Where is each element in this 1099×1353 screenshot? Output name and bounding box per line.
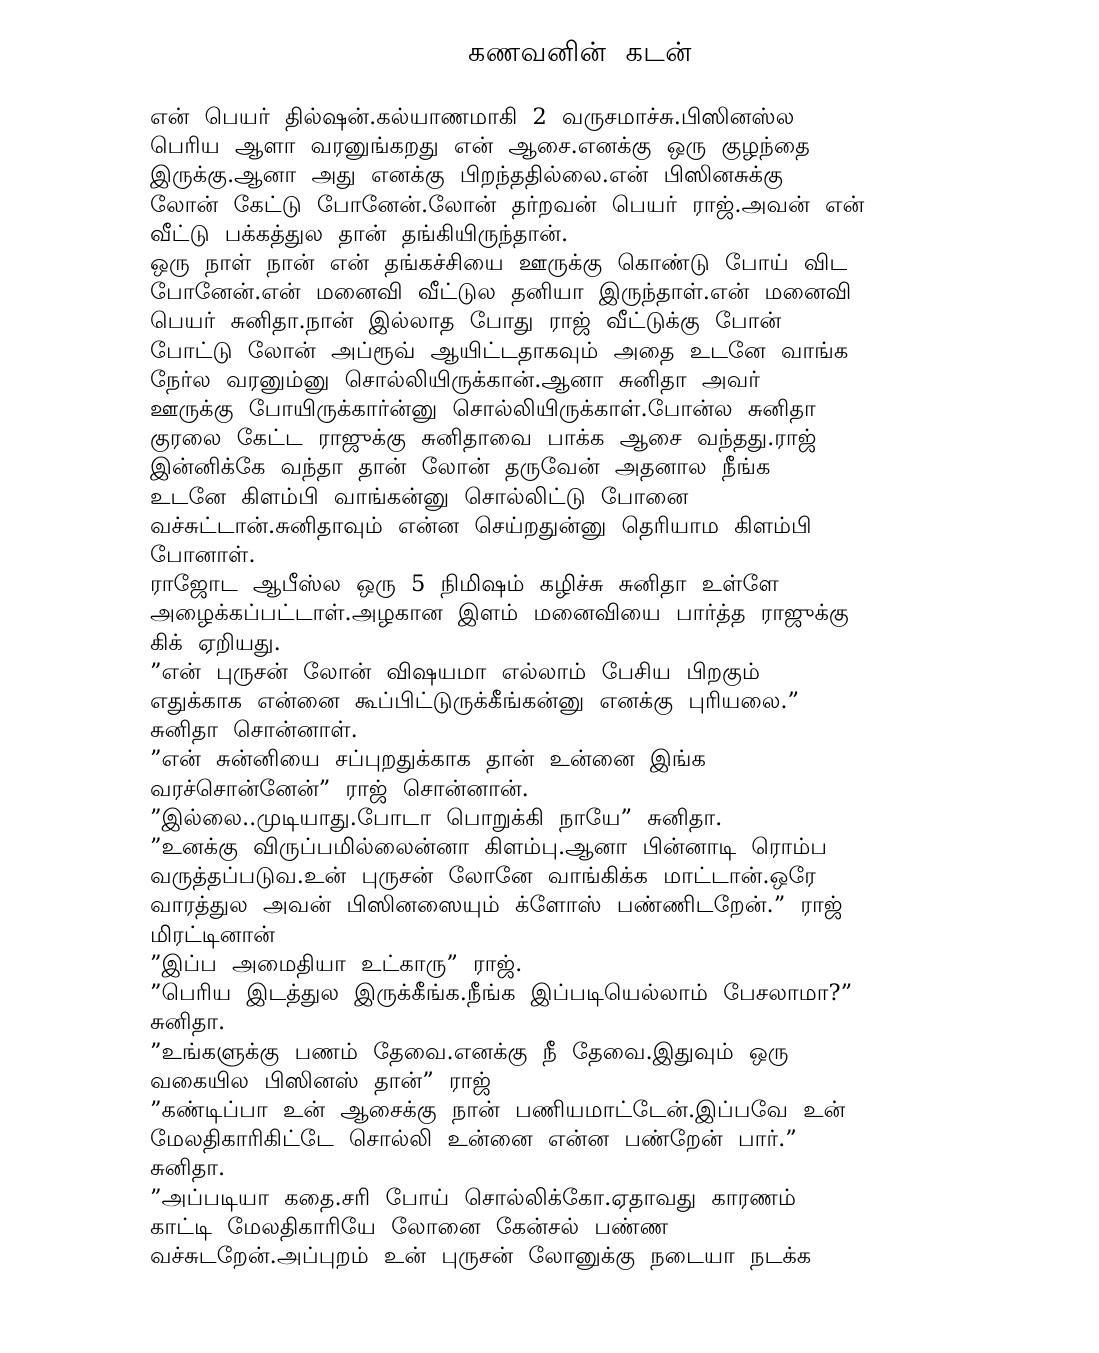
text-line: வகையில பிஸினஸ் தான்” ராஜ்: [150, 1067, 492, 1094]
text-line: போனாள்.: [150, 542, 256, 569]
text-line: மிரட்டினான்: [150, 921, 275, 948]
text-line: வாரத்துல அவன் பிஸினஸையும் க்ளோஸ் பண்ணிடறேன்.” ராஜ்: [150, 892, 843, 919]
text-line: சுனிதா.: [150, 1155, 226, 1182]
text-line: ”என் புருசன் லோன் விஷயமா எல்லாம் பேசிய பிறகும்: [150, 658, 761, 685]
text-line: வீட்டு பக்கத்துல தான் தங்கியிருந்தான்.: [150, 220, 569, 247]
text-line: ”என் சுன்னியை சப்புறதுக்காக தான் உன்னை இங்க: [150, 746, 706, 773]
text-line: மேலதிகாரிகிட்டே சொல்லி உன்னை என்ன பண்றேன் பார்.”: [150, 1126, 797, 1153]
text-line: ”உனக்கு விருப்பமில்லைன்னா கிளம்பு.ஆனா பின்னாடி ரொம்ப: [150, 834, 828, 861]
text-line: இன்னிக்கே வந்தா தான் லோன் தருவேன் அதனால நீங்க: [150, 454, 771, 481]
text-line: எதுக்காக என்னை கூப்பிட்டுருக்கீங்கன்னு எனக்கு புரியலை.”: [150, 688, 800, 715]
text-line: ”அப்படியா கதை.சரி போய் சொல்லிக்கோ.ஏதாவது காரணம்: [150, 1184, 796, 1211]
text-line: லோன் கேட்டு போனேன்.லோன் தர்றவன் பெயர் ராஜ்.அவன் என்: [150, 191, 865, 218]
text-line: காட்டி மேலதிகாரியே லோனை கேன்சல் பண்ண: [150, 1213, 669, 1240]
text-line: அழைக்கப்பட்டாள்.அழகான இளம் மனைவியை பார்த்த ராஜுக்கு: [150, 600, 849, 627]
text-line: சுனிதா.: [150, 1009, 226, 1036]
text-line: இருக்கு.ஆனா அது எனக்கு பிறந்ததில்லை.என் பிஸினசுக்கு: [150, 162, 783, 189]
text-line: ”பெரிய இடத்துல இருக்கீங்க.நீங்க இப்படியெல்லாம் பேசலாமா?”: [150, 980, 853, 1007]
text-line: உடனே கிளம்பி வாங்கன்னு சொல்லிட்டு போனை: [150, 483, 689, 510]
text-line: ஊருக்கு போயிருக்கார்ன்னு சொல்லியிருக்காள்.போன்ல சுனிதா: [150, 396, 816, 423]
text-line: என் பெயர் தில்ஷன்.கல்யாணமாகி 2 வருசமாச்சு.பிஸினஸ்ல: [150, 104, 795, 130]
document-body: [150, 103, 930, 1271]
text-line: ஒரு நாள் நான் என் தங்கச்சியை ஊருக்கு கொண்டு போய் விட: [150, 250, 848, 277]
text-line: சுனிதா சொன்னாள்.: [150, 717, 358, 744]
text-line: குரலை கேட்ட ராஜுக்கு சுனிதாவை பாக்க ஆசை வந்தது.ராஜ்: [150, 425, 817, 452]
text-line: கிக் ஏறியது.: [150, 629, 281, 656]
text-line: ”கண்டிப்பா உன் ஆசைக்கு நான் பணியமாட்டேன்.இப்பவே உன்: [150, 1096, 846, 1123]
text-line: ”இப்ப அமைதியா உட்காரு” ராஜ்.: [150, 950, 523, 977]
text-line: போட்டு லோன் அப்ரூவ் ஆயிட்டதாகவும் அதை உடனே வாங்க: [150, 337, 849, 364]
text-line: போனேன்.என் மனைவி வீட்டுல தனியா இருந்தாள்.என் மனைவி: [150, 279, 852, 306]
document-title: கணவனின் கடன்: [468, 37, 692, 68]
text-line: ராஜோட ஆபீஸ்ல ஒரு 5 நிமிஷம் கழிச்சு சுனிதா உள்ளே: [150, 571, 779, 598]
text-line: வரச்சொன்னேன்” ராஜ் சொன்னான்.: [150, 775, 529, 802]
text-line: ”இல்லை..முடியாது.போடா பொறுக்கி நாயே” சுனிதா.: [150, 804, 723, 831]
text-line: நேர்ல வரனும்னு சொல்லியிருக்கான்.ஆனா சுனிதா அவர்: [150, 366, 761, 393]
text-line: பெரிய ஆளா வரனுங்கறது என் ஆசை.எனக்கு ஒரு குழந்தை: [150, 133, 810, 160]
text-line: வருத்தப்படுவ.உன் புருசன் லோனே வாங்கிக்க மாட்டான்.ஒரே: [150, 863, 816, 890]
text-line: ”உங்களுக்கு பணம் தேவை.எனக்கு நீ தேவை.இதுவும் ஒரு: [150, 1038, 789, 1065]
text-line: வச்சுடறேன்.அப்புறம் உன் புருசன் லோனுக்கு நடையா நடக்க: [150, 1242, 812, 1269]
text-line: வச்சுட்டான்.சுனிதாவும் என்ன செய்றதுன்னு தெரியாம கிளம்பி: [150, 512, 812, 539]
text-line: பெயர் சுனிதா.நான் இல்லாத போது ராஜ் வீட்டுக்கு போன்: [150, 308, 782, 335]
